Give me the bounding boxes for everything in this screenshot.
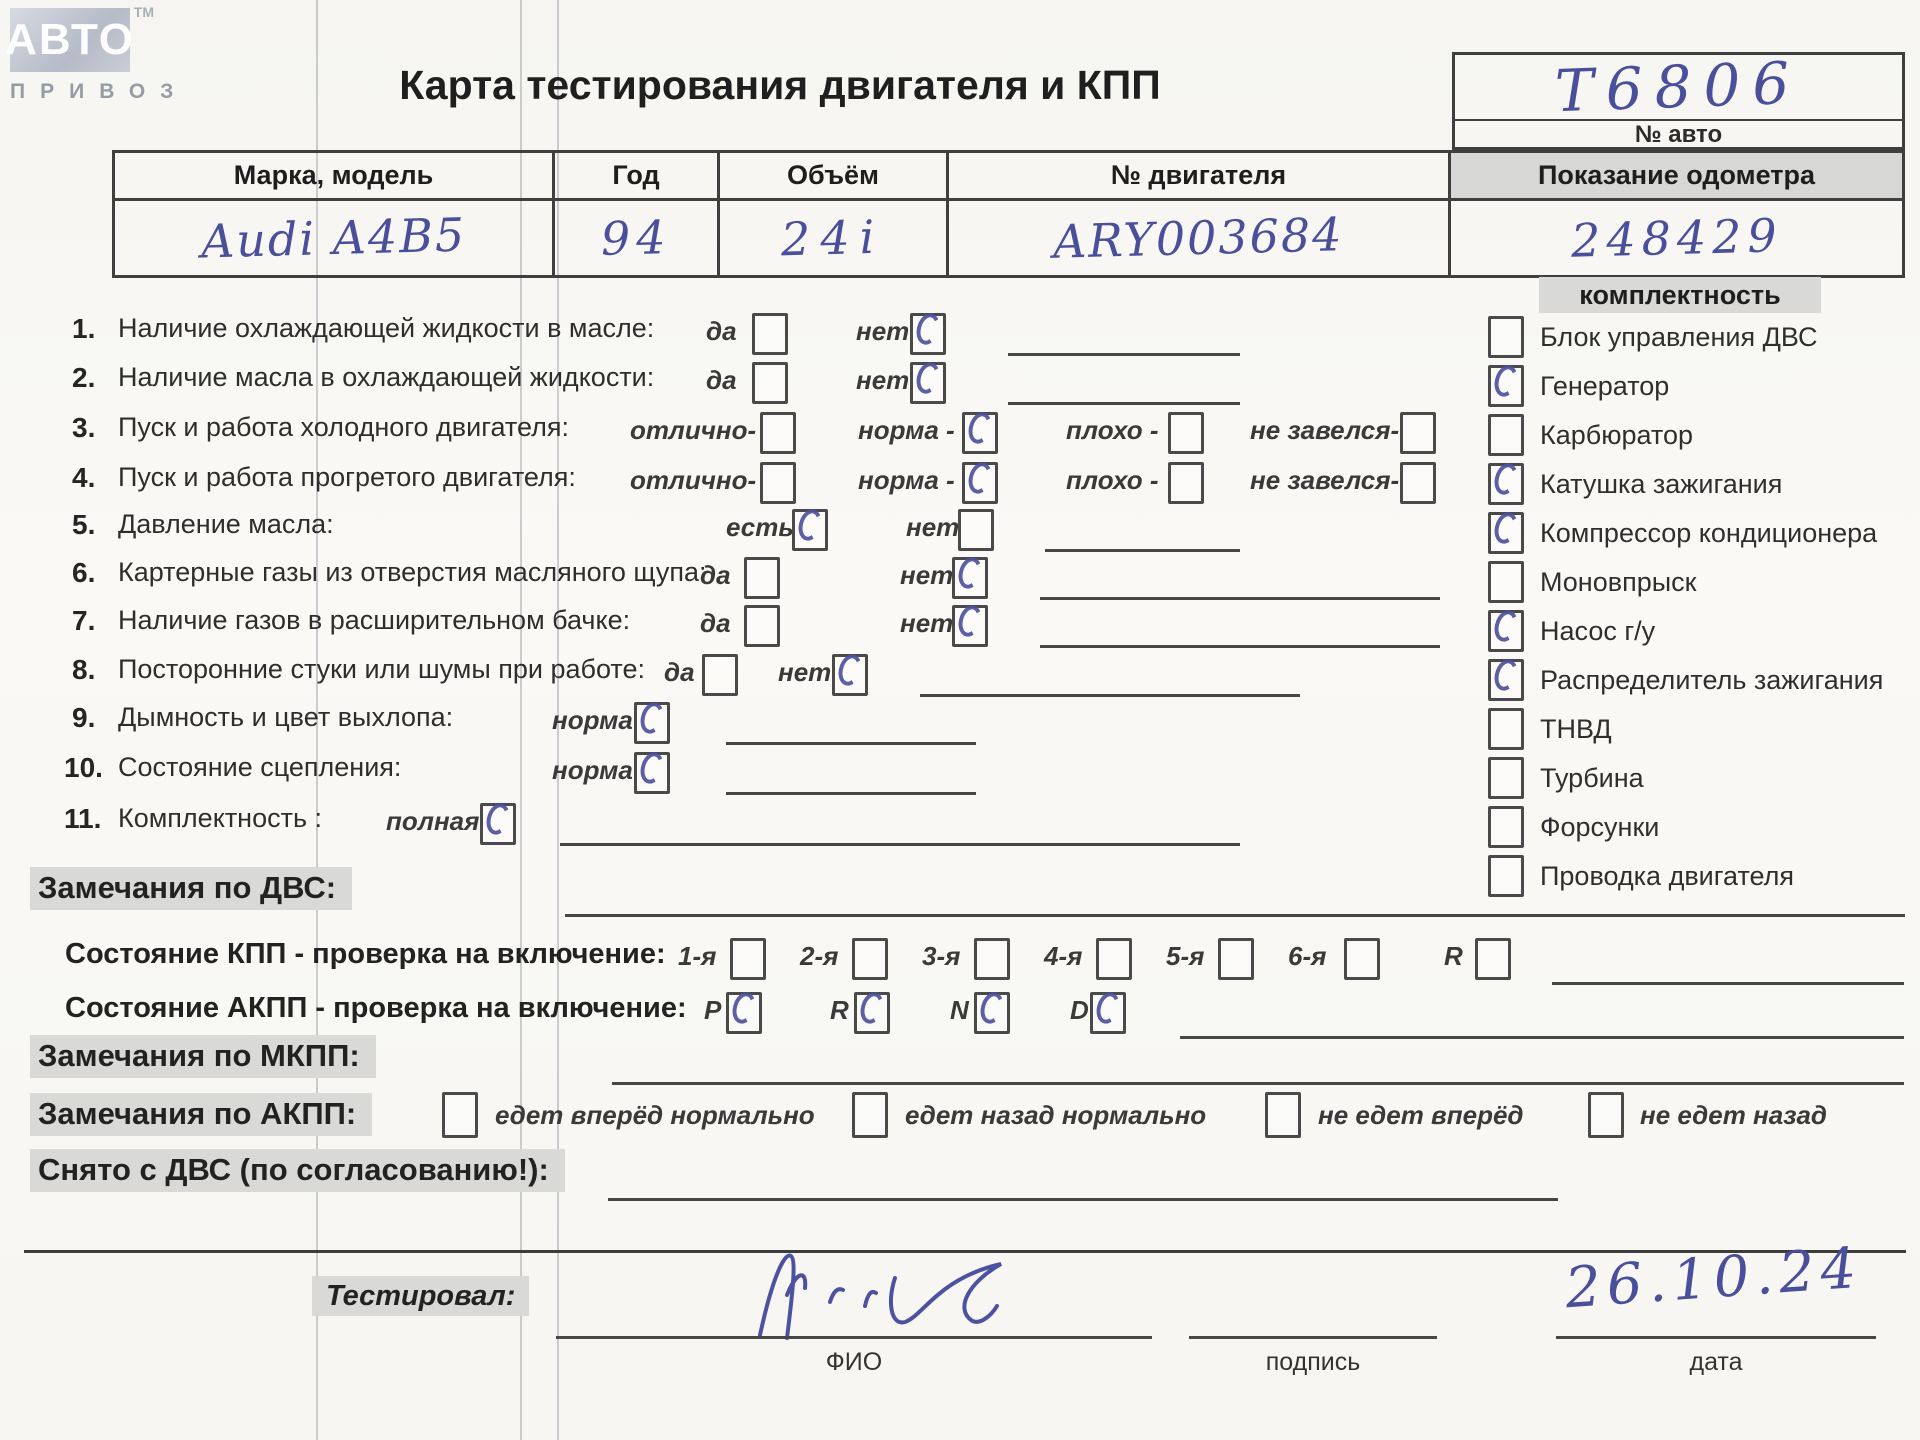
- completeness-item-label: Турбина: [1540, 762, 1644, 793]
- checkbox-gear-6: [1344, 938, 1380, 980]
- option-label-ploho: плохо -: [1066, 465, 1159, 495]
- cell-volume: [720, 201, 949, 275]
- col-header-make-model: Марка, модель: [115, 153, 555, 201]
- gear-label-r: R: [1444, 941, 1463, 971]
- check-mark: [483, 801, 513, 838]
- completeness-item-label: ТНВД: [1540, 713, 1612, 744]
- checkbox-ploho: [1168, 412, 1204, 454]
- option-label-net: нет: [778, 657, 832, 687]
- check-mark: [637, 750, 667, 787]
- checkbox-net: [952, 605, 988, 647]
- car-number-label: № авто: [1634, 121, 1723, 148]
- item-number: 3.: [72, 412, 96, 443]
- gear-label-5: 5-я: [1166, 941, 1205, 971]
- item-number: 1.: [72, 313, 96, 344]
- checkbox-net: [910, 362, 946, 404]
- date-line: [1556, 1336, 1876, 1339]
- checkbox-da: [752, 362, 788, 404]
- page-title: Карта тестирования двигателя и КПП: [399, 62, 1161, 108]
- option-label-da: да: [706, 316, 737, 346]
- col-header-volume: Объём: [720, 153, 949, 201]
- item-number: 5.: [72, 509, 96, 540]
- label-no-forward: не едет вперёд: [1318, 1100, 1524, 1130]
- item-label: Наличие газов в расширительном бачке:: [118, 605, 631, 635]
- cell-odometer: [1451, 201, 1902, 275]
- kpp-label: Состояние КПП - проверка на включение:: [65, 938, 666, 970]
- checkbox-est: [792, 509, 828, 551]
- item-number: 8.: [72, 654, 96, 685]
- item-number: 10.: [64, 752, 103, 783]
- logo-brand-text: АВТО: [5, 15, 135, 64]
- item-label: Картерные газы из отверстия масляного щупа:: [118, 557, 707, 587]
- fio-label: ФИО: [825, 1348, 883, 1376]
- engine-number-handwriting: ARY003684: [1052, 207, 1345, 269]
- avtoprivoz-logo: [5, 4, 189, 104]
- option-label-est: есть: [726, 512, 794, 542]
- cell-year: [555, 201, 720, 275]
- option-label-da: да: [700, 560, 731, 590]
- checkbox-net: [952, 557, 988, 599]
- checklist-row-1: [0, 313, 1920, 359]
- label-no-back: не едет назад: [1640, 1100, 1828, 1130]
- check-mark: [795, 507, 825, 544]
- checklist-row-6: [0, 557, 1920, 603]
- write-in-line: [1008, 353, 1240, 356]
- write-in-line: [1552, 982, 1904, 985]
- cell-engine-number: [949, 201, 1451, 275]
- check-mark: [955, 603, 985, 640]
- checkbox-norma: [962, 462, 998, 504]
- car-number-value-area: [1455, 48, 1902, 126]
- item-number: 6.: [72, 557, 96, 588]
- completeness-item-label: Проводка двигателя: [1540, 860, 1794, 891]
- completeness-item-label: Моновпрыск: [1540, 566, 1697, 597]
- checkbox-ne-zavelsya: [1400, 412, 1436, 454]
- checkbox-gear-1: [730, 938, 766, 980]
- checkbox-ploho: [1168, 462, 1204, 504]
- checkbox-otlichno: [760, 462, 796, 504]
- tested-by-label: Тестировал:: [312, 1276, 529, 1316]
- checkbox-norma: [634, 702, 670, 744]
- signature-label: подпись: [1265, 1348, 1361, 1376]
- item-label: Комплектность :: [118, 803, 323, 833]
- checkbox-da: [702, 654, 738, 696]
- checklist-row-5: [0, 509, 1920, 555]
- checkbox-akpp-n: [974, 992, 1010, 1034]
- write-in-line: [1040, 645, 1440, 648]
- check-mark: [913, 311, 943, 348]
- check-mark: [965, 410, 995, 447]
- check-mark: [729, 990, 759, 1027]
- checklist-row-3: [0, 412, 1920, 458]
- completeness-item-label: Блок управления ДВС: [1540, 321, 1818, 352]
- option-label-net: нет: [856, 316, 910, 346]
- check-mark: [857, 990, 887, 1027]
- completeness-item-label: Распределитель зажигания: [1540, 664, 1884, 695]
- option-label-da: да: [700, 608, 731, 638]
- check-mark: [835, 652, 865, 689]
- section-remarks-mkpp: [30, 1038, 376, 1074]
- item-label: Давление масла:: [118, 509, 334, 539]
- checkbox-no-forward: [1265, 1092, 1301, 1138]
- write-in-line: [612, 1082, 1904, 1085]
- checklist-row-11: [0, 803, 1920, 849]
- option-label-norma: норма: [552, 755, 633, 785]
- checkbox-gear-5: [1218, 938, 1254, 980]
- gear-label-3: 3-я: [922, 941, 961, 971]
- checkbox-net: [832, 654, 868, 696]
- check-mark: [955, 555, 985, 592]
- akpp-label-d: D: [1070, 995, 1089, 1025]
- completeness-header: [1455, 280, 1905, 311]
- section-removed-label: Снято с ДВС (по согласованию!):: [30, 1149, 565, 1192]
- date-label: дата: [1689, 1348, 1743, 1376]
- option-label-da: да: [706, 365, 737, 395]
- write-in-line: [726, 792, 976, 795]
- write-in-line: [1045, 549, 1240, 552]
- cell-make-model: [115, 201, 555, 275]
- option-label-otlichno: отлично-: [630, 465, 757, 495]
- logo-trademark: ТМ: [133, 4, 154, 20]
- item-number: 7.: [72, 605, 96, 636]
- vehicle-table: [112, 150, 1905, 278]
- write-in-line: [726, 742, 976, 745]
- year-handwriting: 94: [600, 210, 672, 266]
- item-number: 4.: [72, 462, 96, 493]
- item-label: Наличие охлаждающей жидкости в масле:: [118, 313, 655, 343]
- option-label-da: да: [664, 657, 695, 687]
- checkbox-net: [910, 313, 946, 355]
- date-handwriting: 26.10.24: [1563, 1235, 1865, 1322]
- kpp-row: [0, 938, 1920, 984]
- col-header-odometer: Показание одометра: [1451, 153, 1902, 201]
- option-label-polnaya: полная: [386, 806, 480, 836]
- option-label-ploho: плохо -: [1066, 415, 1159, 445]
- option-label-net: нет: [900, 608, 954, 638]
- write-in-line: [1008, 402, 1240, 405]
- fio-line: [556, 1336, 1152, 1339]
- logo-box: [5, 4, 154, 72]
- item-label: Пуск и работа холодного двигателя:: [118, 412, 569, 442]
- write-in-line: [1180, 1036, 1904, 1039]
- checklist-row-10: [0, 752, 1920, 798]
- checkbox-akpp-d: [1090, 992, 1126, 1034]
- car-number-box: [1452, 48, 1905, 150]
- option-label-norma: норма: [552, 705, 633, 735]
- label-drives-back-ok: едет назад нормально: [905, 1100, 1207, 1130]
- completeness-item: [1488, 855, 1883, 897]
- option-label-net: нет: [856, 365, 910, 395]
- section-remarks-akpp: [30, 1096, 372, 1132]
- item-label: Дымность и цвет выхлопа:: [118, 702, 454, 732]
- akpp-row: [0, 992, 1920, 1038]
- checkbox-gear-r: [1475, 938, 1511, 980]
- check-mark: [1093, 990, 1123, 1027]
- option-label-ne-zavelsya: не завелся-: [1250, 465, 1400, 495]
- checkbox-no-back: [1588, 1092, 1624, 1138]
- checkbox-da: [752, 313, 788, 355]
- check-mark: [977, 990, 1007, 1027]
- checkbox-drives-back-ok: [852, 1092, 888, 1138]
- option-label-net: нет: [900, 560, 954, 590]
- akpp-label-n: N: [950, 995, 969, 1025]
- checkbox-norma: [962, 412, 998, 454]
- item-label: Пуск и работа прогретого двигателя:: [118, 462, 576, 492]
- odometer-handwriting: 248429: [1570, 208, 1783, 268]
- checkbox-akpp-r: [854, 992, 890, 1034]
- section-removed-from-engine: [30, 1152, 565, 1188]
- label-drives-forward-ok: едет вперёд нормально: [495, 1100, 815, 1130]
- section-remarks-dvs-label: Замечания по ДВС:: [30, 867, 352, 910]
- section-remarks-mkpp-label: Замечания по МКПП:: [30, 1035, 376, 1078]
- make-model-handwriting: Audi A4B5: [200, 207, 467, 269]
- completeness-item-label: Карбюратор: [1540, 419, 1694, 450]
- checklist-row-2: [0, 362, 1920, 408]
- tester-signature: [745, 1240, 1025, 1350]
- tested-by: [312, 1280, 529, 1313]
- option-label-norma: норма -: [858, 415, 955, 445]
- akpp-label: Состояние АКПП - проверка на включение:: [65, 992, 687, 1024]
- completeness-item-label: Генератор: [1540, 370, 1670, 401]
- write-in-line: [608, 1198, 1558, 1201]
- checkbox-drives-forward-ok: [442, 1092, 478, 1138]
- item-label: Состояние сцепления:: [118, 752, 402, 782]
- section-remarks-dvs: [30, 870, 352, 906]
- checkbox-gear-3: [974, 938, 1010, 980]
- checkbox-akpp-p: [726, 992, 762, 1034]
- item-label: Посторонние стуки или шумы при работе:: [118, 654, 645, 684]
- check-mark: [913, 360, 943, 397]
- checklist-row-8: [0, 654, 1920, 700]
- logo-subtitle: ПРИВОЗ: [10, 80, 189, 103]
- checklist-row-4: [0, 462, 1920, 508]
- gear-label-2: 2-я: [800, 941, 839, 971]
- option-label-otlichno: отлично-: [630, 415, 757, 445]
- completeness-item-label: Компрессор кондиционера: [1540, 517, 1878, 548]
- check-mark: [965, 460, 995, 497]
- item-label: Наличие масла в охлаждающей жидкости:: [118, 362, 655, 392]
- write-in-line: [1040, 597, 1440, 600]
- volume-handwriting: 24i: [780, 209, 886, 267]
- checkbox-gear-4: [1096, 938, 1132, 980]
- checkbox-polnaya: [480, 803, 516, 845]
- completeness-header-text: комплектность: [1539, 277, 1820, 313]
- signature-line: [1189, 1336, 1437, 1339]
- checkbox-gear-2: [852, 938, 888, 980]
- checklist-row-7: [0, 605, 1920, 651]
- checkbox-da: [744, 557, 780, 599]
- akpp-label-r: R: [830, 995, 849, 1025]
- akpp-label-p: P: [704, 995, 722, 1025]
- col-header-engine-number: № двигателя: [949, 153, 1451, 201]
- option-label-norma: норма -: [858, 465, 955, 495]
- write-in-line: [560, 843, 1240, 846]
- item-number: 11.: [64, 803, 102, 834]
- completeness-item-label: Насос г/у: [1540, 615, 1656, 646]
- write-in-line: [565, 914, 1905, 917]
- car-number-handwriting: T6806: [1554, 48, 1803, 126]
- checklist-row-9: [0, 702, 1920, 748]
- section-remarks-akpp-label: Замечания по АКПП:: [30, 1093, 372, 1136]
- completeness-item-label: Форсунки: [1540, 811, 1660, 842]
- checkbox-otlichno: [760, 412, 796, 454]
- completeness-item-label: Катушка зажигания: [1540, 468, 1783, 499]
- check-mark: [637, 700, 667, 737]
- col-header-year: Год: [555, 153, 720, 201]
- option-label-ne-zavelsya: не завелся-: [1250, 415, 1400, 445]
- item-number: 2.: [72, 362, 96, 393]
- checkbox-net: [958, 509, 994, 551]
- gear-label-4: 4-я: [1044, 941, 1083, 971]
- checkbox-da: [744, 605, 780, 647]
- gear-label-6: 6-я: [1288, 941, 1327, 971]
- checkbox-norma: [634, 752, 670, 794]
- gear-label-1: 1-я: [678, 941, 717, 971]
- item-number: 9.: [72, 702, 96, 733]
- option-label-net: нет: [906, 512, 960, 542]
- write-in-line: [920, 694, 1300, 697]
- checkbox-ne-zavelsya: [1400, 462, 1436, 504]
- checkbox: [1488, 855, 1524, 897]
